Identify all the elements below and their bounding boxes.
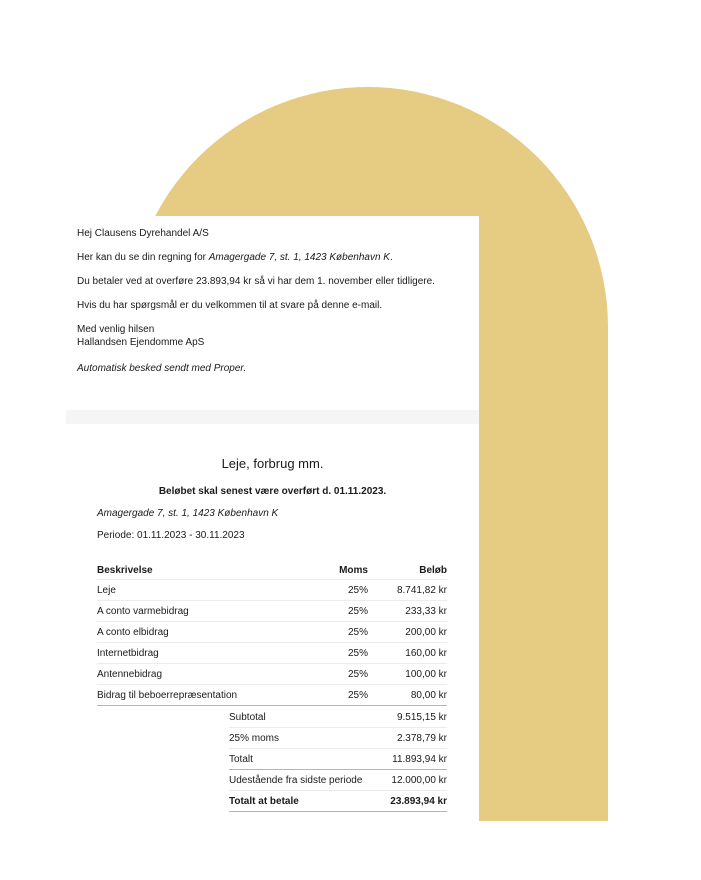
- table-header: [97, 560, 447, 580]
- email-line-questions: Hvis du har spørgsmål er du velkommen til at svare på denne e-mail.: [77, 300, 383, 311]
- email-auto-note: Automatisk besked sendt med Proper.: [77, 363, 247, 374]
- summary-grand-total: Totalt at betale 23.893,94 kr: [229, 791, 447, 812]
- row-amount: 200,00 kr: [405, 627, 447, 638]
- table-row: [97, 601, 447, 622]
- invoice-title: Leje, forbrug mm.: [221, 456, 324, 471]
- column-amount: Beløb: [419, 565, 447, 576]
- row-description: Leje: [97, 585, 116, 596]
- invoice-summary: [229, 707, 447, 812]
- row-vat: 25%: [347, 585, 368, 596]
- invoice: [66, 424, 479, 880]
- email-line-payment: Du betaler ved at overføre 23.893,94 kr så vi har dem 1. november eller tidligere.: [77, 276, 435, 287]
- row-vat: 25%: [347, 648, 368, 659]
- table-row: [97, 685, 447, 706]
- email-line-invoice: Her kan du se din regning for Amagergade 7, st. 1, 1423 København K.: [77, 252, 393, 263]
- row-amount: 233,33 kr: [405, 606, 447, 617]
- table-row: [97, 664, 447, 685]
- column-description: Beskrivelse: [97, 565, 153, 576]
- email-sender: Hallandsen Ejendomme ApS: [77, 337, 205, 348]
- table-row: [97, 643, 447, 664]
- email-greeting: Hej Clausens Dyrehandel A/S: [77, 228, 209, 239]
- summary-vat: 25% moms 2.378,79 kr: [229, 728, 447, 749]
- email-message: [66, 216, 479, 410]
- invoice-table: [97, 560, 447, 706]
- row-description: A conto elbidrag: [97, 627, 169, 638]
- row-amount: 8.741,82 kr: [396, 585, 447, 596]
- email-signature: [77, 323, 468, 349]
- invoice-address: Amagergade 7, st. 1, 1423 København K: [97, 508, 279, 519]
- table-row: [97, 580, 447, 601]
- row-amount: 80,00 kr: [410, 690, 447, 701]
- summary-total: Totalt 11.893,94 kr: [229, 749, 447, 770]
- row-vat: 25%: [347, 606, 368, 617]
- summary-outstanding: Udestående fra sidste periode 12.000,00 kr: [229, 770, 447, 791]
- row-description: A conto varmebidrag: [97, 606, 189, 617]
- summary-subtotal: Subtotal 9.515,15 kr: [229, 707, 447, 728]
- invoice-period: Periode: 01.11.2023 - 30.11.2023: [97, 530, 245, 541]
- invoice-due-notice: Beløbet skal senest være overført d. 01.11.2023.: [158, 486, 387, 497]
- row-vat: 25%: [347, 690, 368, 701]
- column-vat: Moms: [339, 565, 368, 576]
- section-divider: [66, 410, 479, 424]
- row-vat: 25%: [347, 669, 368, 680]
- row-description: Bidrag til beboerrepræsentation: [97, 690, 238, 701]
- email-address: Amagergade 7, st. 1, 1423 København K: [208, 252, 390, 263]
- row-description: Internetbidrag: [97, 648, 159, 659]
- row-vat: 25%: [347, 627, 368, 638]
- row-amount: 160,00 kr: [405, 648, 447, 659]
- row-amount: 100,00 kr: [405, 669, 447, 680]
- row-description: Antennebidrag: [97, 669, 163, 680]
- table-row: [97, 622, 447, 643]
- email-signoff: Med venlig hilsen: [77, 324, 155, 335]
